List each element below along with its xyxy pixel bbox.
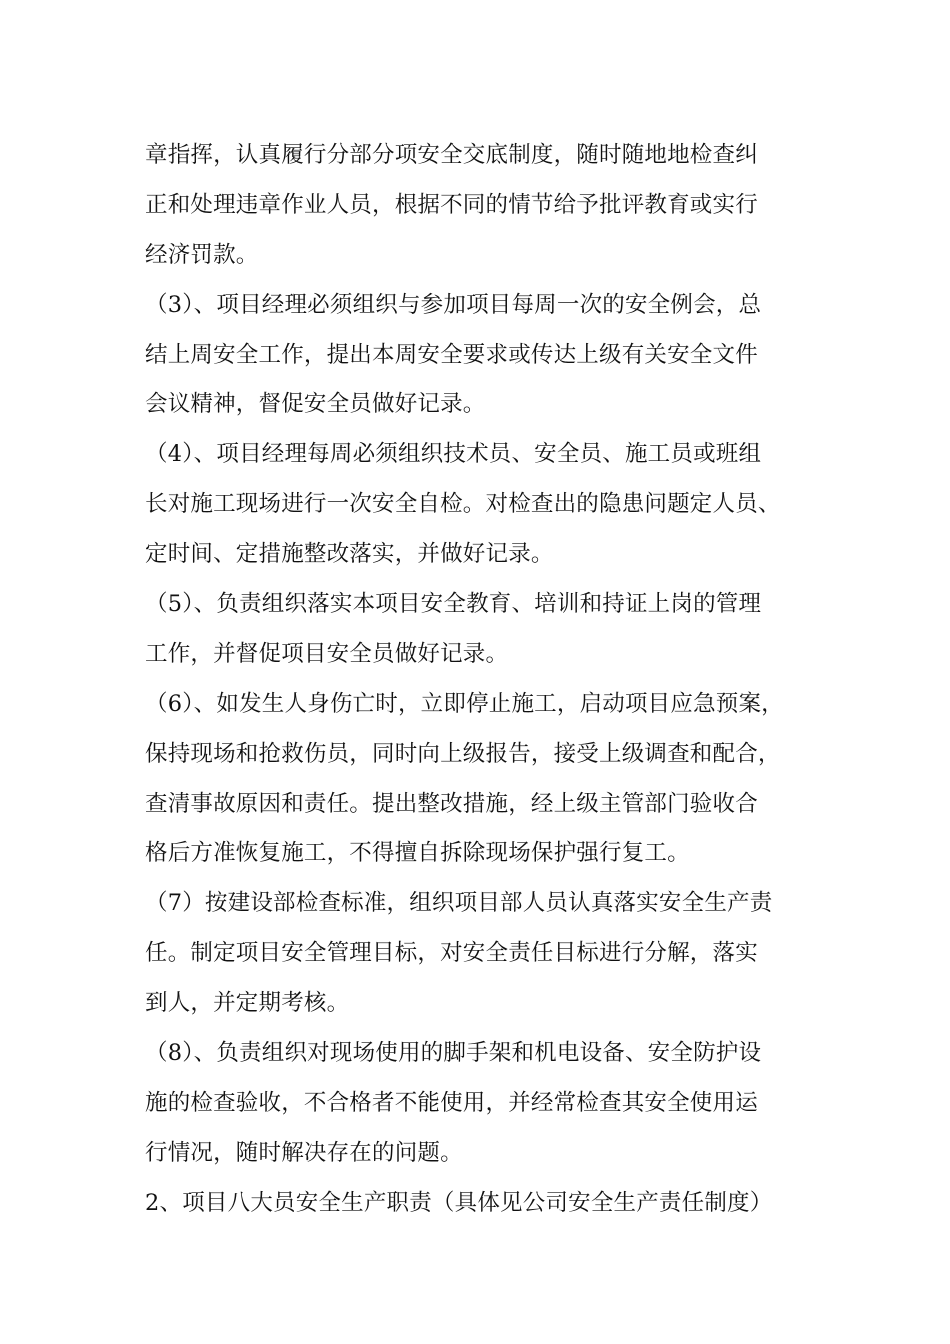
text-line: 结上周安全工作，提出本周安全要求或传达上级有关安全文件 <box>145 341 758 368</box>
text-line: 施的检查验收，不合格者不能使用，并经常检查其安全使用运 <box>145 1089 758 1116</box>
text-line: 经济罚款。 <box>145 241 259 268</box>
text-line: 任。制定项目安全管理目标，对安全责任目标进行分解，落实 <box>145 940 758 967</box>
section-heading: 2、项目八大员安全生产职责（具体见公司安全生产责任制度） <box>145 1189 773 1216</box>
text-line: 格后方准恢复施工，不得擅自拆除现场保护强行复工。 <box>145 840 690 867</box>
text-line: 定时间、定措施整改落实，并做好记录。 <box>145 541 554 568</box>
text-line: （3）、项目经理必须组织与参加项目每周一次的安全例会，总 <box>145 291 762 318</box>
text-line: 保持现场和抢救伤员，同时向上级报告，接受上级调查和配合， <box>145 740 781 767</box>
text-line: 到人，并定期考核。 <box>145 990 350 1017</box>
text-line: 查清事故原因和责任。提出整改措施，经上级主管部门验收合 <box>145 790 758 817</box>
text-line: （7）按建设部检查标准，组织项目部人员认真落实安全生产责 <box>145 890 773 917</box>
text-line: （6）、如发生人身伤亡时，立即停止施工，启动项目应急预案， <box>145 690 784 717</box>
body-text <box>145 131 835 1229</box>
text-line: 会议精神，督促安全员做好记录。 <box>145 391 486 418</box>
text-line: （4）、项目经理每周必须组织技术员、安全员、施工员或班组 <box>145 441 762 468</box>
text-line: 行情况，随时解决存在的问题。 <box>145 1139 463 1166</box>
text-line: 正和处理违章作业人员，根据不同的情节给予批评教育或实行 <box>145 191 758 218</box>
text-line: （5）、负责组织落实本项目安全教育、培训和持证上岗的管理 <box>145 591 762 618</box>
text-line: （8）、负责组织对现场使用的脚手架和机电设备、安全防护设 <box>145 1040 762 1067</box>
text-line: 长对施工现场进行一次安全自检。对检查出的隐患问题定人员、 <box>145 491 781 518</box>
text-line: 章指挥，认真履行分部分项安全交底制度，随时随地地检查纠 <box>145 142 758 168</box>
text-line: 工作，并督促项目安全员做好记录。 <box>145 640 509 667</box>
